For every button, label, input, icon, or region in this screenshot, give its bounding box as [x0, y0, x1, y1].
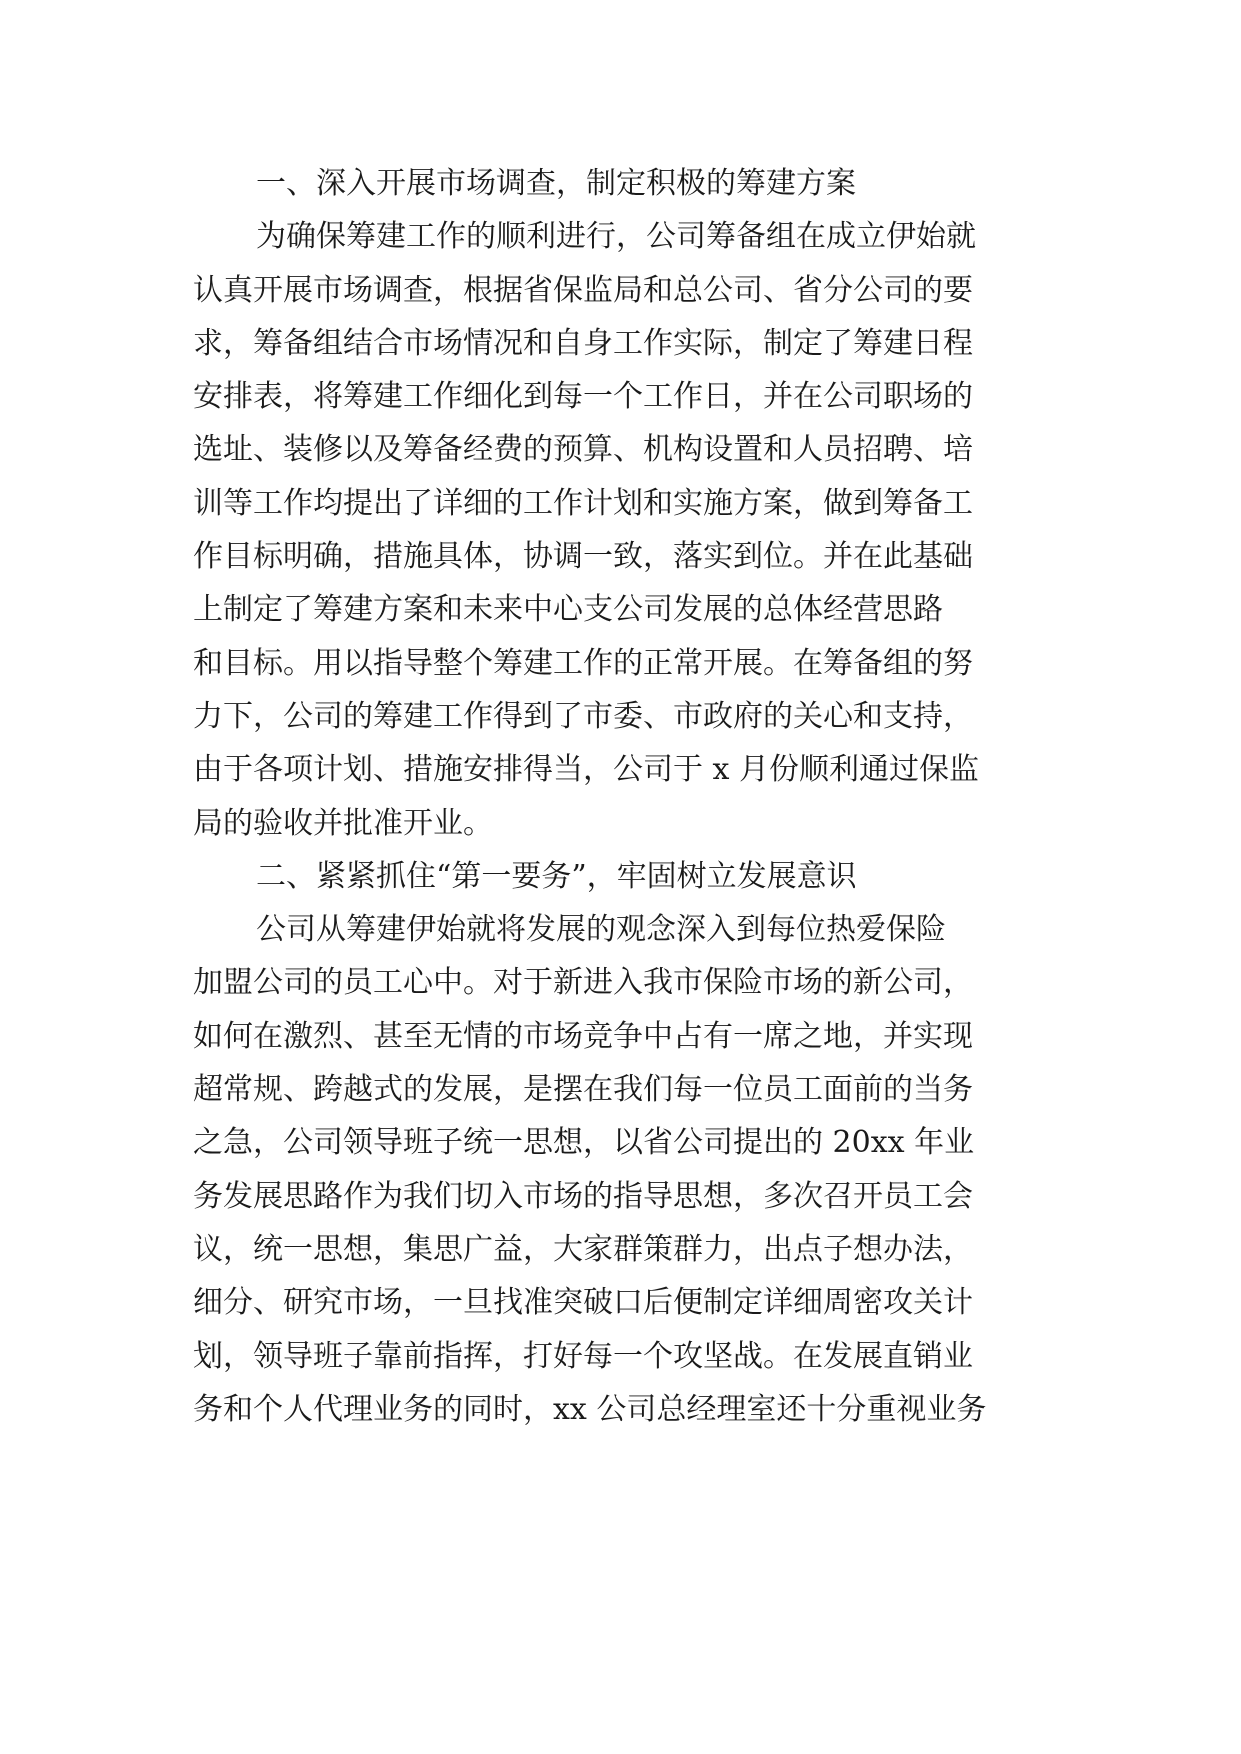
paragraph-line: 务发展思路作为我们切入市场的指导思想，多次召开员工会: [193, 1178, 973, 1214]
paragraph-line: 和目标。用以指导整个筹建工作的正常开展。在筹备组的努: [193, 645, 973, 681]
paragraph-line: 力下，公司的筹建工作得到了市委、市政府的关心和支持，: [193, 698, 973, 734]
section-heading-1: 一、深入开展市场调查，制定积极的筹建方案: [256, 166, 856, 201]
paragraph-line: 局的验收并批准开业。: [193, 805, 493, 841]
paragraph-line: 选址、装修以及筹备经费的预算、机构设置和人员招聘、培: [193, 432, 973, 468]
paragraph-line: 为确保筹建工作的顺利进行，公司筹备组在成立伊始就: [256, 219, 976, 255]
paragraph-line: 训等工作均提出了详细的工作计划和实施方案，做到筹备工: [193, 485, 973, 521]
paragraph-line: 之急，公司领导班子统一思想，以省公司提出的 20xx 年业: [193, 1125, 975, 1161]
paragraph-line: 加盟公司的员工心中。对于新进入我市保险市场的新公司，: [193, 965, 973, 1001]
paragraph-line: 作目标明确，措施具体，协调一致，落实到位。并在此基础: [193, 539, 973, 575]
paragraph-line: 超常规、跨越式的发展，是摆在我们每一位员工面前的当务: [193, 1072, 973, 1108]
section-heading-2: 二、紧紧抓住“第一要务”，牢固树立发展意识: [256, 858, 857, 894]
paragraph-line: 公司从筹建伊始就将发展的观念深入到每位热爱保险: [256, 912, 946, 948]
paragraph-line: 由于各项计划、措施安排得当，公司于 x 月份顺利通过保监: [193, 752, 979, 788]
paragraph-line: 细分、研究市场，一旦找准突破口后便制定详细周密攻关计: [193, 1285, 973, 1321]
document-body: [193, 157, 1073, 1436]
paragraph-line: 安排表，将筹建工作细化到每一个工作日，并在公司职场的: [193, 379, 973, 415]
paragraph-line: 认真开展市场调查，根据省保监局和总公司、省分公司的要: [193, 272, 973, 308]
paragraph-line: 求，筹备组结合市场情况和自身工作实际，制定了筹建日程: [193, 325, 973, 361]
paragraph-line: 如何在激烈、甚至无情的市场竞争中占有一席之地，并实现: [193, 1018, 973, 1054]
paragraph-line: 划，领导班子靠前指挥，打好每一个攻坚战。在发展直销业: [193, 1338, 973, 1374]
paragraph-line: 务和个人代理业务的同时，xx 公司总经理室还十分重视业务: [193, 1391, 987, 1427]
paragraph-line: 议，统一思想，集思广益，大家群策群力，出点子想办法，: [193, 1231, 973, 1267]
paragraph-line: 上制定了筹建方案和未来中心支公司发展的总体经营思路: [193, 592, 943, 628]
